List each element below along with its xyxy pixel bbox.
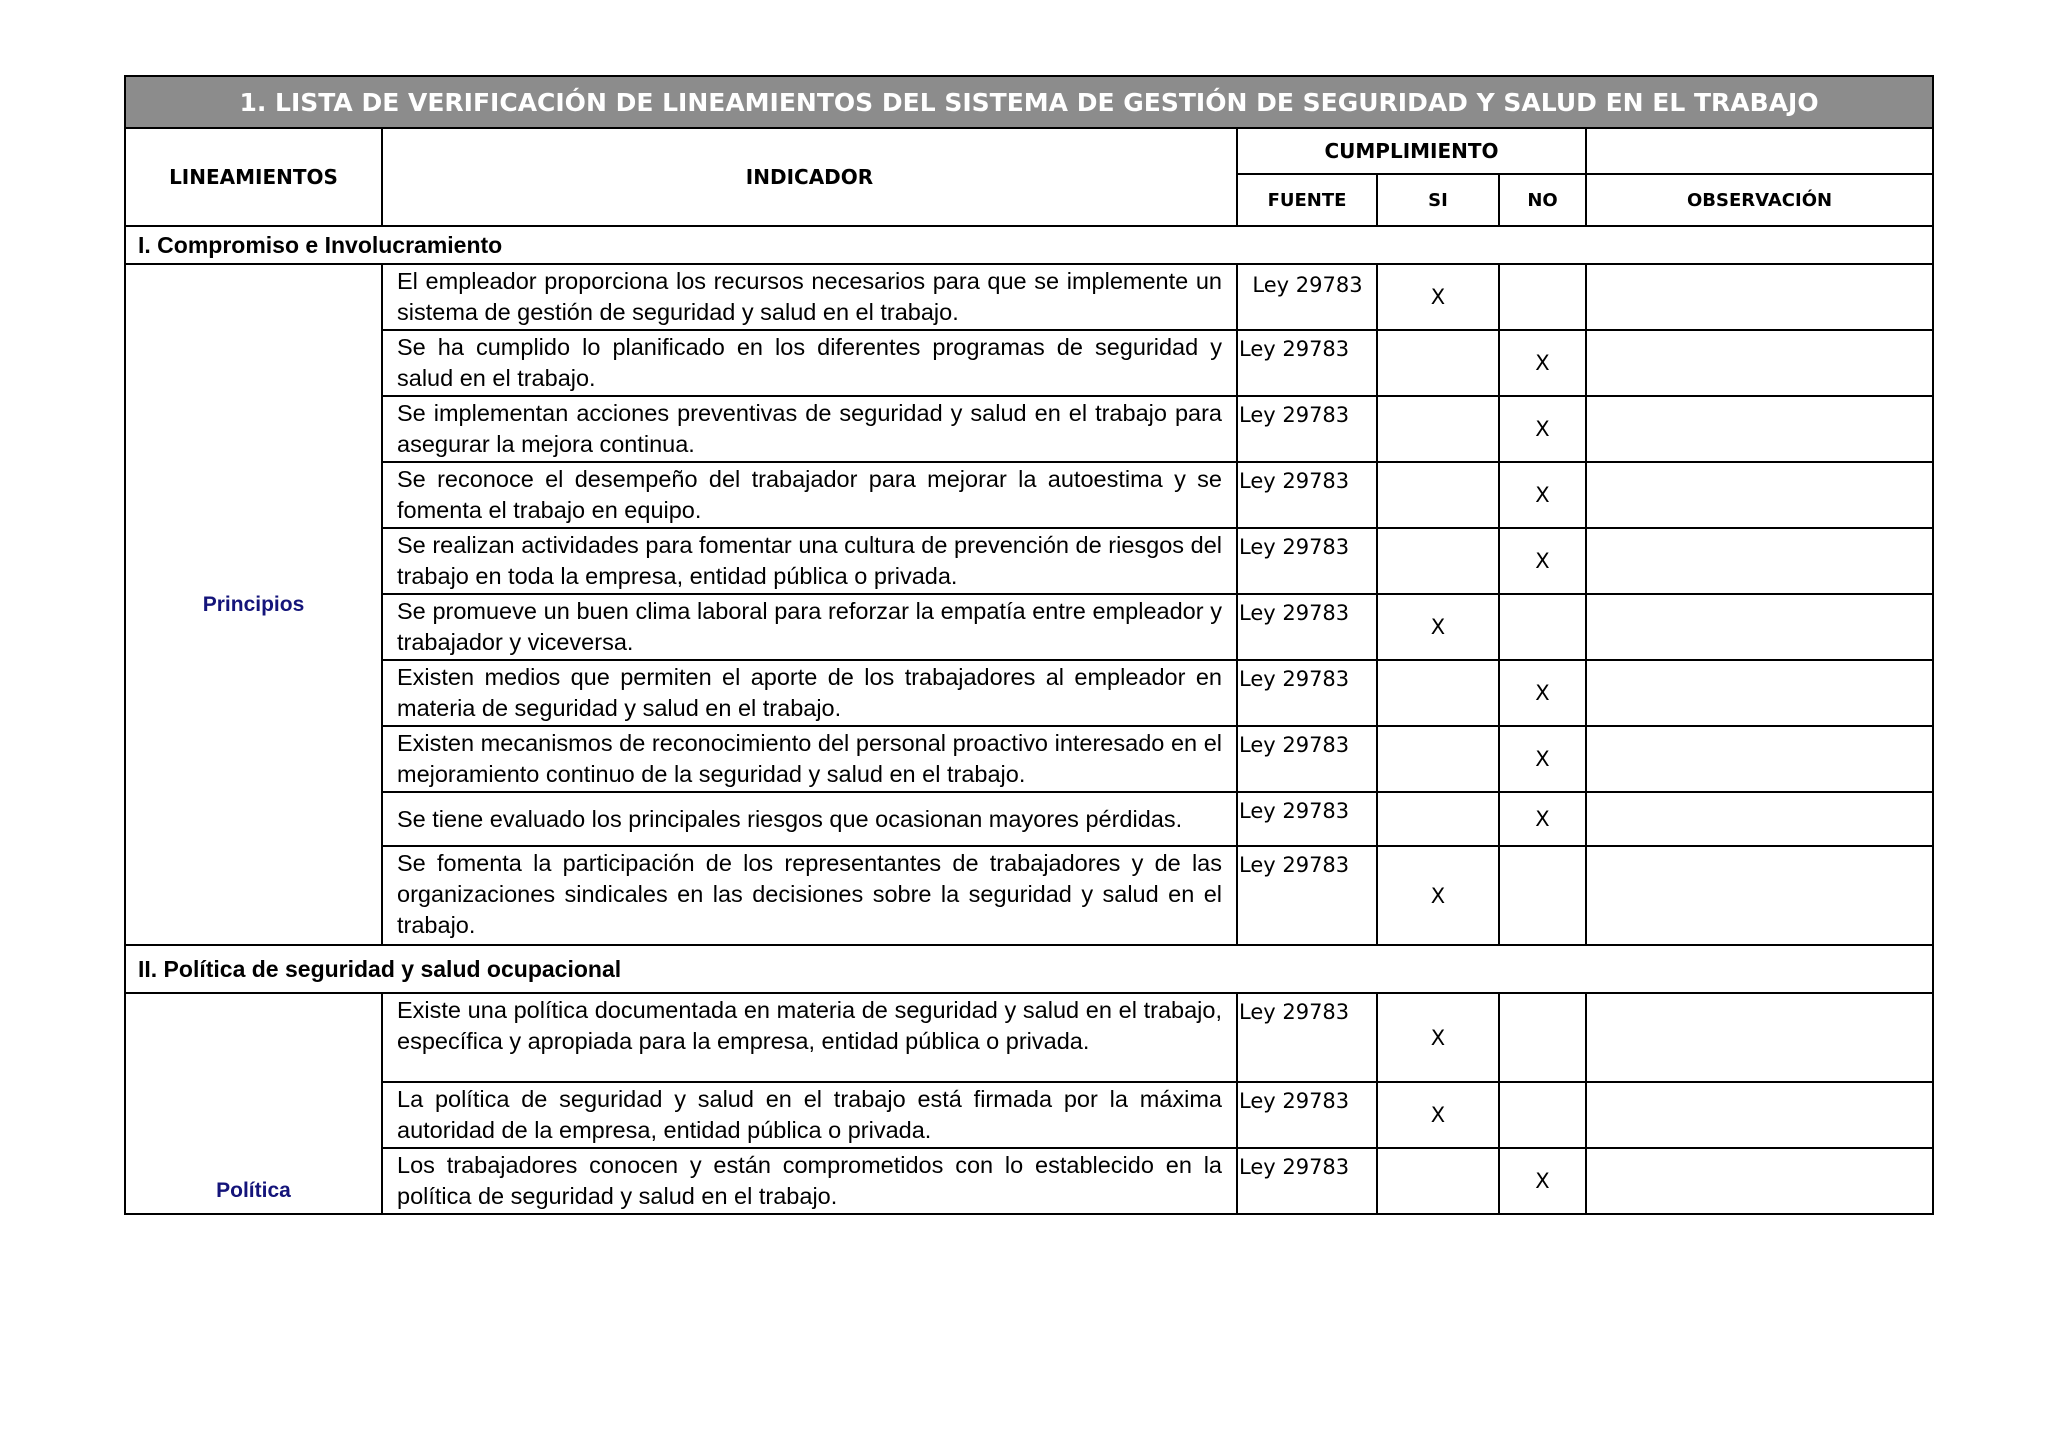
si-mark (1377, 792, 1499, 846)
source-cell: Ley 29783 (1237, 264, 1377, 330)
header-cumplimiento: CUMPLIMIENTO (1237, 128, 1586, 174)
source-cell: Ley 29783 (1237, 396, 1377, 462)
indicator-text: Los trabajadores conocen y están comprometidos con lo establecido en la política de seguridad y salud en el trabajo. (382, 1148, 1237, 1214)
observation-cell (1586, 396, 1933, 462)
table-row (125, 726, 1933, 792)
si-mark (1377, 396, 1499, 462)
si-mark (1377, 462, 1499, 528)
observation-cell (1586, 462, 1933, 528)
observation-cell (1586, 726, 1933, 792)
si-mark (1377, 726, 1499, 792)
observation-cell (1586, 264, 1933, 330)
no-mark (1499, 264, 1586, 330)
observation-cell (1586, 660, 1933, 726)
si-mark (1377, 660, 1499, 726)
no-mark: X (1499, 726, 1586, 792)
observation-cell (1586, 594, 1933, 660)
no-mark: X (1499, 792, 1586, 846)
table-row (125, 264, 1933, 330)
indicator-text: Se promueve un buen clima laboral para reforzar la empatía entre empleador y trabajador y viceversa. (382, 594, 1237, 660)
table-row (125, 462, 1933, 528)
si-mark (1377, 330, 1499, 396)
header-no: NO (1499, 174, 1586, 226)
table-row (125, 594, 1933, 660)
header-observacion: OBSERVACIÓN (1586, 174, 1933, 226)
observation-cell (1586, 993, 1933, 1082)
indicator-text: Se realizan actividades para fomentar una cultura de prevención de riesgos del trabajo en toda la empresa, entidad pública o privada. (382, 528, 1237, 594)
no-mark: X (1499, 330, 1586, 396)
table-row (125, 396, 1933, 462)
indicator-text: Se implementan acciones preventivas de seguridad y salud en el trabajo para asegurar la mejora continua. (382, 396, 1237, 462)
no-mark (1499, 1082, 1586, 1148)
si-mark (1377, 1148, 1499, 1214)
source-cell: Ley 29783 (1237, 1082, 1377, 1148)
table-row (125, 792, 1933, 846)
no-mark: X (1499, 462, 1586, 528)
source-cell: Ley 29783 (1237, 993, 1377, 1082)
indicator-text: Se ha cumplido lo planificado en los diferentes programas de seguridad y salud en el trabajo. (382, 330, 1237, 396)
section-title-compromiso: I. Compromiso e Involucramiento (125, 226, 1933, 264)
table-row (125, 528, 1933, 594)
si-mark (1377, 528, 1499, 594)
source-cell: Ley 29783 (1237, 726, 1377, 792)
checklist-table (124, 75, 1934, 1215)
source-cell: Ley 29783 (1237, 660, 1377, 726)
source-cell: Ley 29783 (1237, 528, 1377, 594)
si-mark: X (1377, 1082, 1499, 1148)
no-mark (1499, 846, 1586, 945)
indicator-text: Se reconoce el desempeño del trabajador para mejorar la autoestima y se fomenta el trabajo en equipo. (382, 462, 1237, 528)
table-row (125, 846, 1933, 945)
header-blank-cell (1586, 128, 1933, 174)
header-fuente: FUENTE (1237, 174, 1377, 226)
observation-cell (1586, 792, 1933, 846)
table-row (125, 660, 1933, 726)
table-row (125, 1082, 1933, 1148)
no-mark: X (1499, 660, 1586, 726)
si-mark: X (1377, 594, 1499, 660)
header-lineamientos: LINEAMIENTOS (125, 128, 382, 226)
indicator-text: Existen mecanismos de reconocimiento del personal proactivo interesado en el mejoramiento continuo de la seguridad y salud en el trabajo. (382, 726, 1237, 792)
source-cell: Ley 29783 (1237, 846, 1377, 945)
si-mark: X (1377, 846, 1499, 945)
source-cell: Ley 29783 (1237, 594, 1377, 660)
section-title-politica: II. Política de seguridad y salud ocupacional (125, 945, 1933, 993)
observation-cell (1586, 330, 1933, 396)
no-mark: X (1499, 396, 1586, 462)
source-cell: Ley 29783 (1237, 792, 1377, 846)
no-mark: X (1499, 528, 1586, 594)
table-row (125, 330, 1933, 396)
table-title: 1. LISTA DE VERIFICACIÓN DE LINEAMIENTOS DEL SISTEMA DE GESTIÓN DE SEGURIDAD Y SALUD EN EL TRABAJO (125, 76, 1933, 128)
no-mark: X (1499, 1148, 1586, 1214)
observation-cell (1586, 1082, 1933, 1148)
indicator-text: Existen medios que permiten el aporte de los trabajadores al empleador en materia de seguridad y salud en el trabajo. (382, 660, 1237, 726)
group-label-principios: Principios (125, 264, 382, 945)
observation-cell (1586, 1148, 1933, 1214)
indicator-text: Se fomenta la participación de los representantes de trabajadores y de las organizaciones sindicales en las decisiones sobre la seguridad y salud en el trabajo. (382, 846, 1237, 945)
indicator-text: Existe una política documentada en materia de seguridad y salud en el trabajo, específica y apropiada para la empresa, entidad pública o privada. (382, 993, 1237, 1082)
source-cell: Ley 29783 (1237, 330, 1377, 396)
header-indicador: INDICADOR (382, 128, 1237, 226)
indicator-text: Se tiene evaluado los principales riesgos que ocasionan mayores pérdidas. (382, 792, 1237, 846)
table-row (125, 993, 1933, 1082)
observation-cell (1586, 528, 1933, 594)
table-row (125, 1148, 1933, 1214)
observation-cell (1586, 846, 1933, 945)
group-label-politica: Política (125, 993, 382, 1214)
indicator-text: La política de seguridad y salud en el trabajo está firmada por la máxima autoridad de la empresa, entidad pública o privada. (382, 1082, 1237, 1148)
source-cell: Ley 29783 (1237, 462, 1377, 528)
no-mark (1499, 993, 1586, 1082)
si-mark: X (1377, 264, 1499, 330)
header-si: SI (1377, 174, 1499, 226)
no-mark (1499, 594, 1586, 660)
source-cell: Ley 29783 (1237, 1148, 1377, 1214)
indicator-text: El empleador proporciona los recursos necesarios para que se implemente un sistema de gestión de seguridad y salud en el trabajo. (382, 264, 1237, 330)
si-mark: X (1377, 993, 1499, 1082)
